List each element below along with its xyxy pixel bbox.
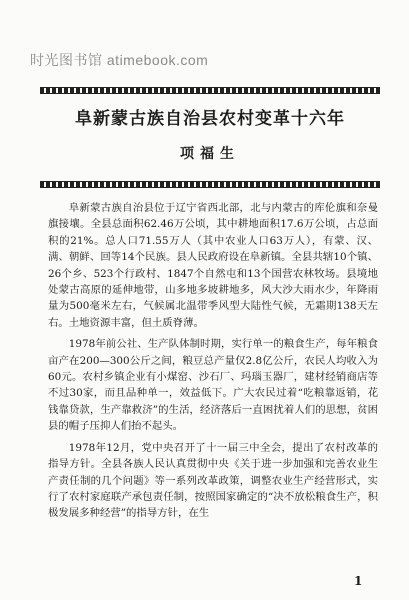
paragraph-2: 1978年前公社、生产队体制时期，实行单一的粮食生产，每年粮食亩产在200—300公斤之间，粮豆总产量仅2.8亿公斤，农民人均收入为60元。农村乡镇企业有小煤窑、沙石厂、玛瑙玉器厂，建材经销商店等不过30家，而且品种单一，效益低下。广大农民过着“吃粮靠返销，花钱靠贷款，生产靠救济”的生活，经济落后一直困扰着人们的思想，贫困县的帽子压抑人们抬不起头。 (48, 338, 378, 433)
article-author: 项福生 (180, 146, 240, 162)
bottom-decorative-rule (40, 181, 380, 188)
article-title: 阜新蒙古族自治县农村变革十六年 (75, 109, 345, 129)
page-number: 1 (354, 574, 363, 588)
watermark: 时光图书馆 atimebook.com (30, 52, 209, 68)
article-body (48, 200, 378, 527)
paragraph-3: 1978年12月，党中央召开了十一届三中全会，提出了农村改革的指导方针。全县各族人民认真贯彻中央《关于进一步加强和完善农业生产责任制的几个问题》等一系列改革政策，调整农业生产经营形式，实行了农村家庭联产承包责任制，按照国家确定的“决不放松粮食生产，积极发展多种经营”的指导方针，在生 (48, 441, 378, 520)
top-decorative-rule (40, 87, 380, 94)
paragraph-1: 阜新蒙古族自治县位于辽宁省西北部，北与内蒙古的库伦旗和奈曼旗接壤。全县总面积62.46万公顷，其中耕地面积17.6万公顷，占总面积的21%。总人口71.55万人（其中农业人口63万人），有蒙、汉、满、朝鲜、回等14个民族。县人民政府设在阜新镇。全县共辖10个镇、26个乡、523个行政村、1847个自然屯和13个国营农林牧场。县境地处蒙古高原的延伸地带，山多地多坡耕地多，风大沙大雨水少，年降雨量为500毫米左右，气候属北温带季风型大陆性气候，无霜期138天左右。土地资源丰富，但土质脊薄。 (48, 202, 378, 329)
